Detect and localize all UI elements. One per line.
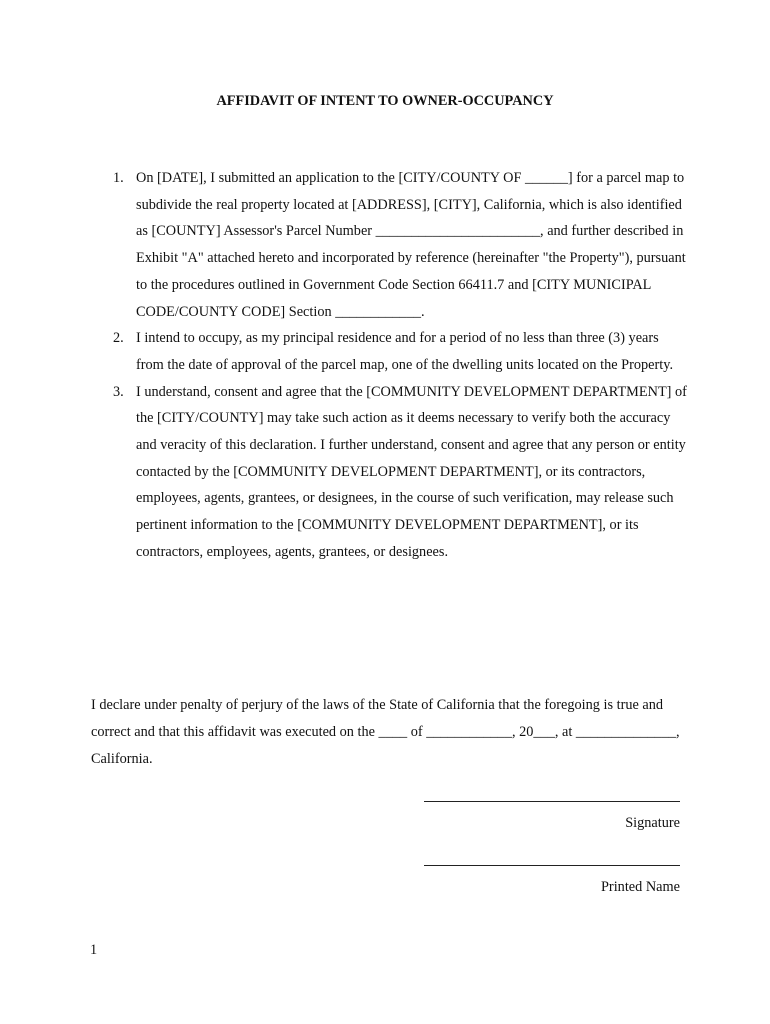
- signature-line: [424, 801, 680, 802]
- signature-label: Signature: [625, 815, 680, 831]
- item-number: 2.: [113, 330, 124, 347]
- item-number: 1.: [113, 170, 124, 186]
- list-item: [100, 325, 690, 378]
- item-number: 3.: [113, 383, 124, 400]
- page-number: 1: [90, 942, 98, 958]
- printed-name-line: [424, 865, 680, 866]
- document-title: AFFIDAVIT OF INTENT TO OWNER-OCCUPANCY: [216, 93, 554, 109]
- numbered-list: [100, 165, 690, 566]
- declaration-paragraph: I declare under penalty of perjury of the laws of the State of California that the foregoing is true and correct and that this affidavit was executed on the ____ of ____________, 20___, at ______________, California.: [91, 697, 680, 767]
- item-text: On [DATE], I submitted an application to the [CITY/COUNTY OF ______] for a parcel map to subdivide the real property located at [ADDRESS], [CITY], California, which is also identified as [COUNTY] Assessor's Parcel Number _______________________, and further described in Exhibit "A" attached hereto and incorporated by reference (hereinafter "the Property"), pursuant to the procedures outlined in Government Code Section 66411.7 and [CITY MUNICIPAL CODE/COUNTY CODE] Section ____________.: [136, 170, 686, 320]
- list-item: [100, 165, 690, 325]
- item-text: I intend to occupy, as my principal residence and for a period of no less than three (3) years from the date of approval of the parcel map, one of the dwelling units located on the Property.: [136, 330, 674, 373]
- item-text: I understand, consent and agree that the [COMMUNITY DEVELOPMENT DEPARTMENT] of the [CITY/COUNTY] may take such action as it deems necessary to verify both the accuracy and veracity of this declaration. I further understand, consent and agree that any person or entity contacted by the [COMMUNITY DEVELOPMENT DEPARTMENT], or its contractors, employees, agents, grantees, or designees, in the course of such verification, may release such pertinent information to the [COMMUNITY DEVELOPMENT DEPARTMENT], or its contractors, employees, agents, grantees, or designees.: [136, 383, 687, 560]
- printed-name-label: Printed Name: [600, 879, 680, 895]
- list-item: [100, 379, 690, 566]
